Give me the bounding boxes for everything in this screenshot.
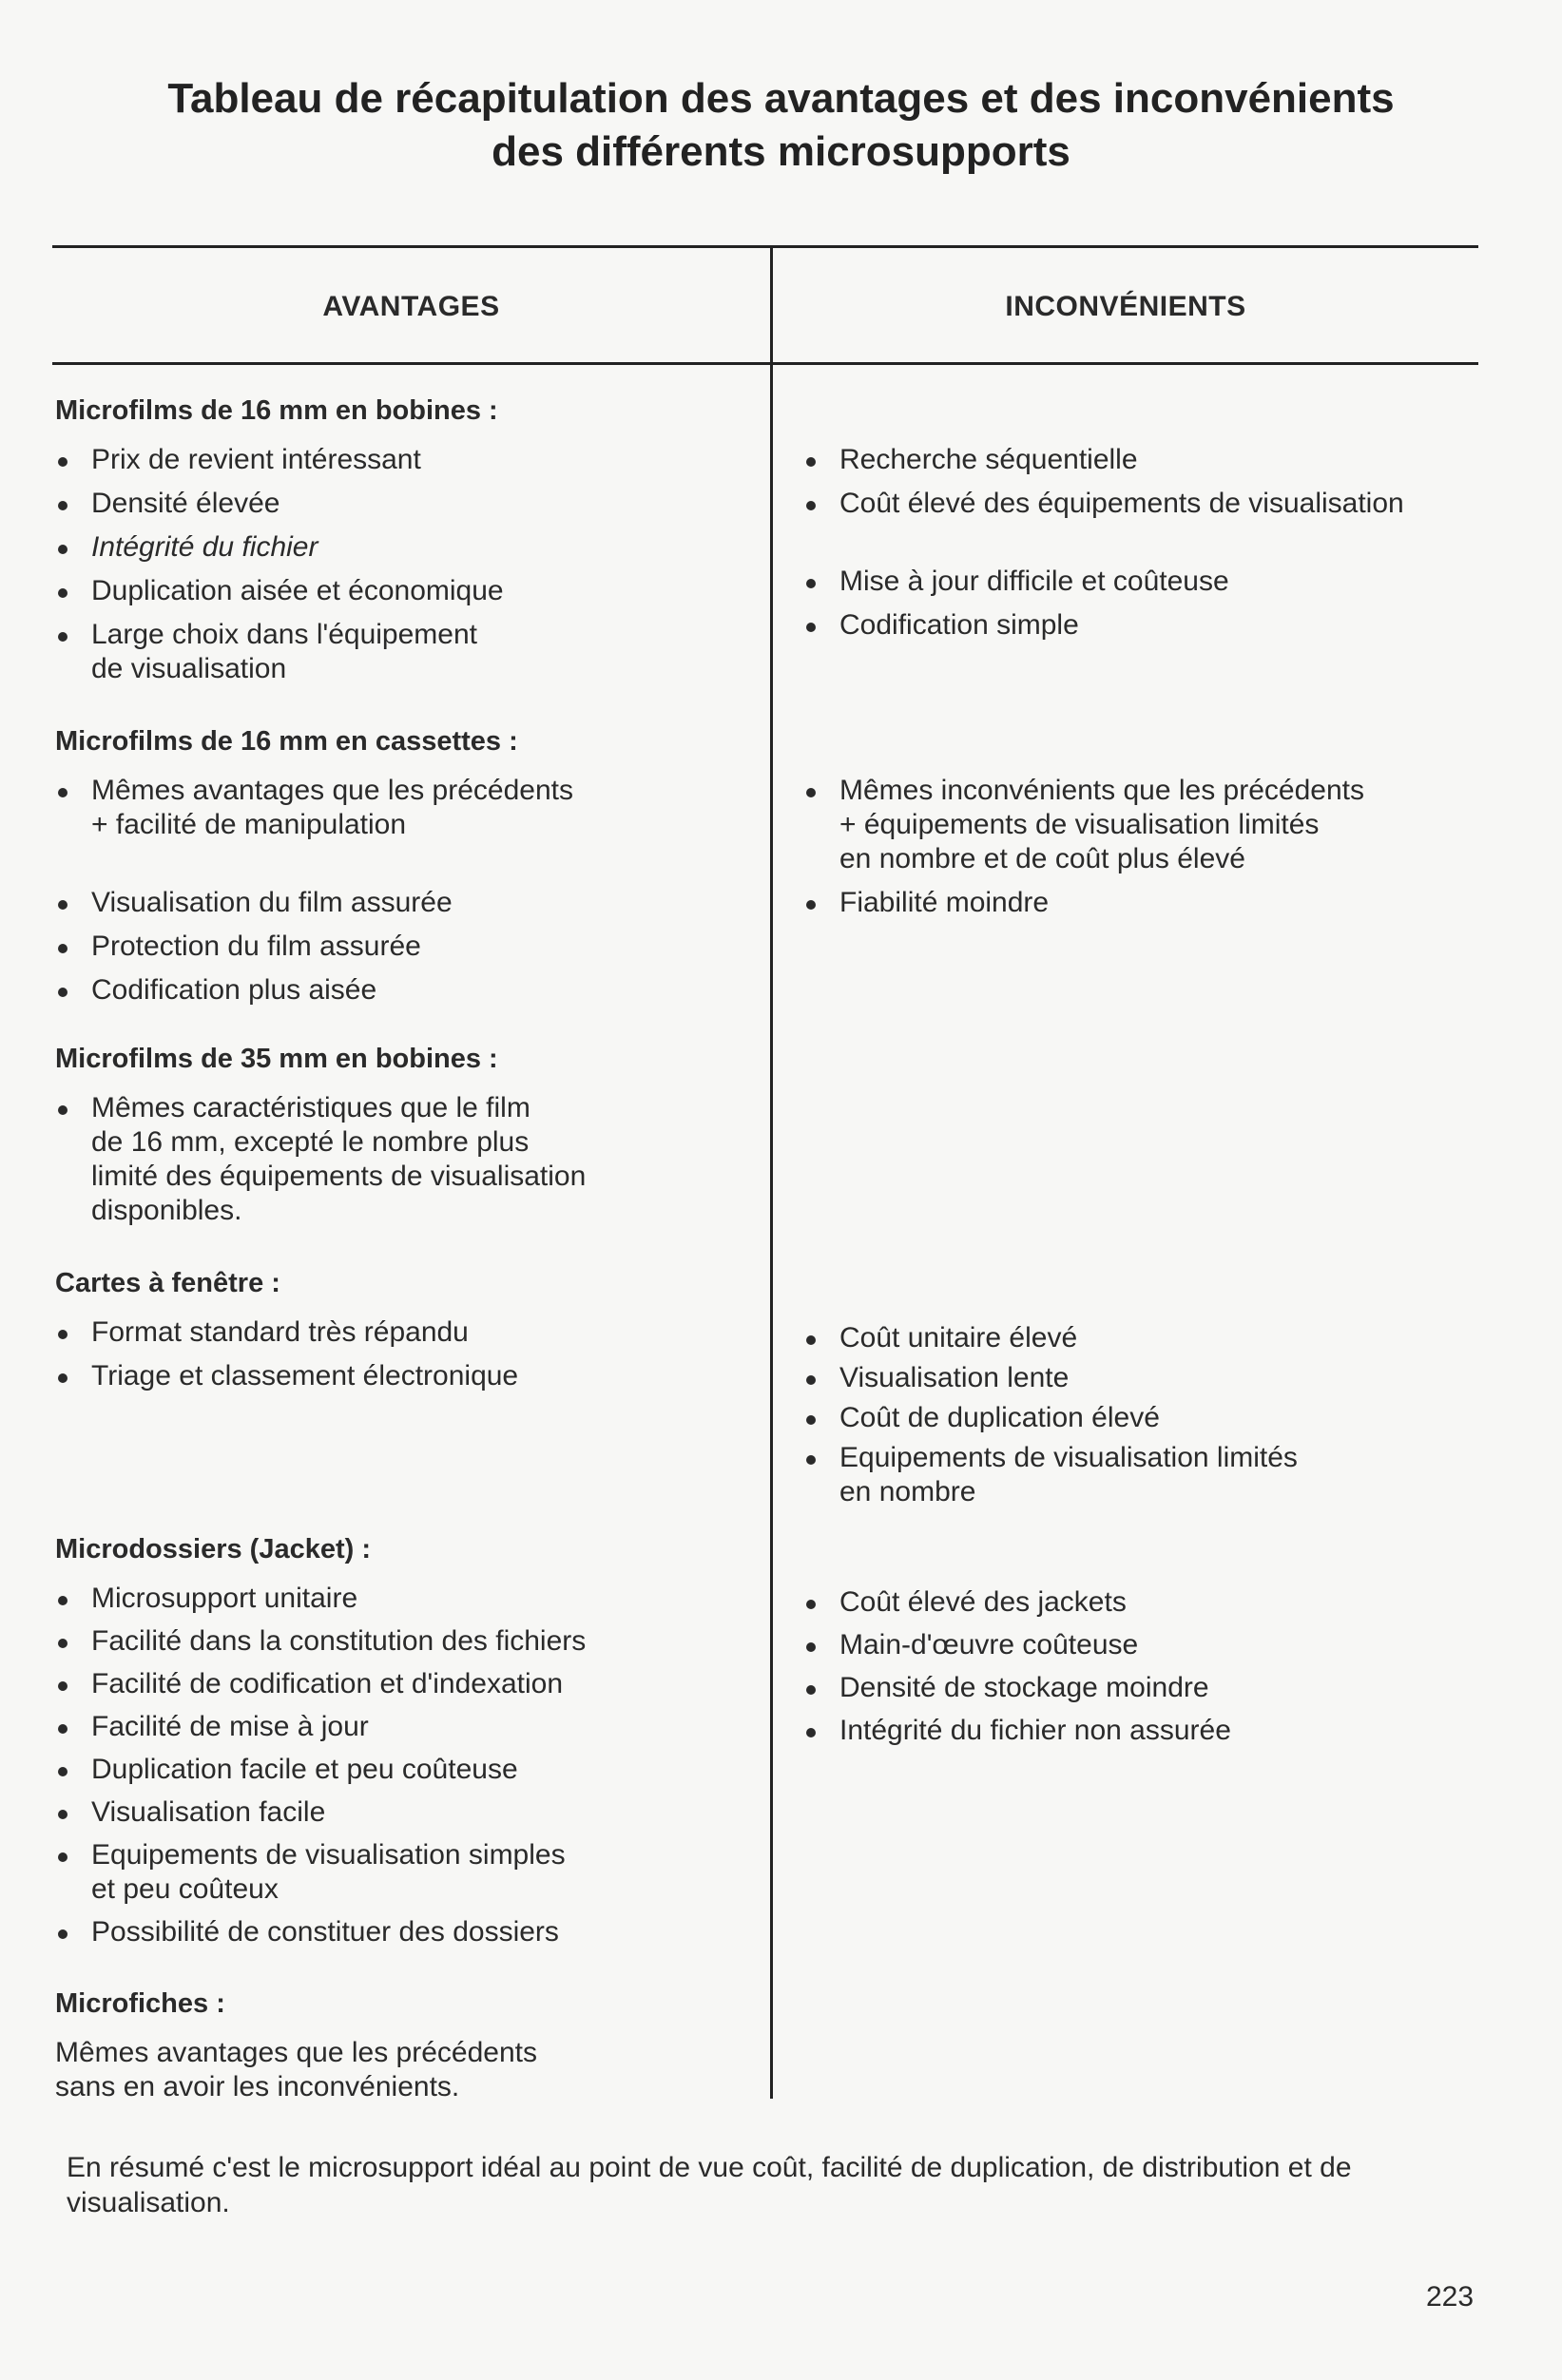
section-aperture-cards: [55, 1266, 759, 1403]
list-item: Duplication aisée et économique: [55, 574, 759, 608]
section-title: Microfiches :: [55, 1988, 225, 2019]
header-disadvantages: INCONVÉNIENTS: [1005, 291, 1246, 322]
list-item: Visualisation lente: [803, 1361, 1488, 1395]
list-item: Densité de stockage moindre: [803, 1671, 1488, 1705]
summary-paragraph: En résumé c'est le microsupport idéal au point de vue coût, facilité de duplication, de distribution et de visualisation.: [67, 2152, 1352, 2218]
header-advantages: AVANTAGES: [322, 291, 500, 322]
section-title: Microdossiers (Jacket) :: [55, 1534, 372, 1564]
section-16mm-cassettes: [55, 724, 759, 1017]
list-item: Triage et classement électronique: [55, 1359, 759, 1393]
section-title: Microfilms de 16 mm en bobines :: [55, 395, 498, 426]
section-16mm-reels: [55, 393, 759, 696]
section-aperture-cards-disadvantages: [803, 1321, 1488, 1519]
list-item: Intégrité du fichier non assurée: [803, 1714, 1488, 1748]
list-item: Intégrité du fichier: [55, 530, 759, 565]
advantages-list: [55, 443, 759, 686]
advantages-list: [55, 1582, 759, 1949]
list-item: Prix de revient intéressant: [55, 443, 759, 477]
list-item: Codification plus aisée: [55, 973, 759, 1008]
section-title: Microfilms de 16 mm en cassettes :: [55, 726, 518, 757]
list-item: Fiabilité moindre: [803, 886, 1488, 920]
list-item: Equipements de visualisation simples et peu coûteux: [55, 1838, 759, 1907]
list-item: Facilité de codification et d'indexation: [55, 1667, 759, 1701]
list-item: Coût de duplication élevé: [803, 1401, 1488, 1435]
page-number: 223: [1426, 2281, 1475, 2313]
list-item: Coût élevé des équipements de visualisation: [803, 487, 1488, 521]
disadvantages-list: [803, 774, 1488, 920]
disadvantages-list: [803, 443, 1488, 643]
list-item: Visualisation du film assurée: [55, 886, 759, 920]
list-item: Facilité dans la constitution des fichiers: [55, 1624, 759, 1659]
list-item: Densité élevée: [55, 487, 759, 521]
table-header-rule: [52, 362, 1478, 365]
section-title: Cartes à fenêtre :: [55, 1268, 280, 1298]
list-item: Equipements de visualisation limités en nombre: [803, 1441, 1488, 1509]
microfiches-text: Mêmes avantages que les précédents sans en avoir les inconvénients.: [55, 2037, 537, 2102]
list-item: Format standard très répandu: [55, 1315, 759, 1350]
advantages-list: [55, 1315, 759, 1393]
list-item: Duplication facile et peu coûteuse: [55, 1753, 759, 1787]
section-16mm-cassettes-disadvantages: [803, 774, 1488, 930]
page-title: [0, 72, 1562, 179]
list-item: Coût unitaire élevé: [803, 1321, 1488, 1355]
list-item: Protection du film assurée: [55, 930, 759, 964]
section-35mm-reels: [55, 1042, 759, 1238]
section-jackets-disadvantages: [803, 1585, 1488, 1757]
list-item: Mêmes caractéristiques que le film de 16 mm, excepté le nombre plus limité des équipements de visualisation disponibles.: [55, 1091, 759, 1228]
advantages-list: [55, 774, 759, 1008]
title-line-1: Tableau de récapitulation des avantages et des inconvénients: [167, 75, 1395, 122]
list-item: Facilité de mise à jour: [55, 1710, 759, 1744]
table-top-rule: [52, 245, 1478, 248]
list-item: Mise à jour difficile et coûteuse: [803, 565, 1488, 599]
list-item: Codification simple: [803, 608, 1488, 643]
section-jackets: [55, 1532, 759, 1959]
list-item: Possibilité de constituer des dossiers: [55, 1915, 759, 1949]
list-item: Coût élevé des jackets: [803, 1585, 1488, 1620]
list-item: Microsupport unitaire: [55, 1582, 759, 1616]
disadvantages-list: [803, 1321, 1488, 1509]
section-microfiches: [55, 1987, 759, 2104]
list-item: Visualisation facile: [55, 1795, 759, 1830]
disadvantages-list: [803, 1585, 1488, 1748]
list-item: Mêmes inconvénients que les précédents + équipements de visualisation limités en nombre et de coût plus élevé: [803, 774, 1488, 876]
list-item: Recherche séquentielle: [803, 443, 1488, 477]
list-item: Main-d'œuvre coûteuse: [803, 1628, 1488, 1662]
advantages-list: [55, 1091, 759, 1228]
section-16mm-reels-disadvantages: [803, 443, 1488, 652]
list-item: Large choix dans l'équipement de visualisation: [55, 618, 759, 686]
section-title: Microfilms de 35 mm en bobines :: [55, 1044, 498, 1074]
title-line-2: des différents microsupports: [492, 128, 1070, 175]
list-item: Mêmes avantages que les précédents + facilité de manipulation: [55, 774, 759, 842]
column-divider: [770, 245, 773, 2099]
